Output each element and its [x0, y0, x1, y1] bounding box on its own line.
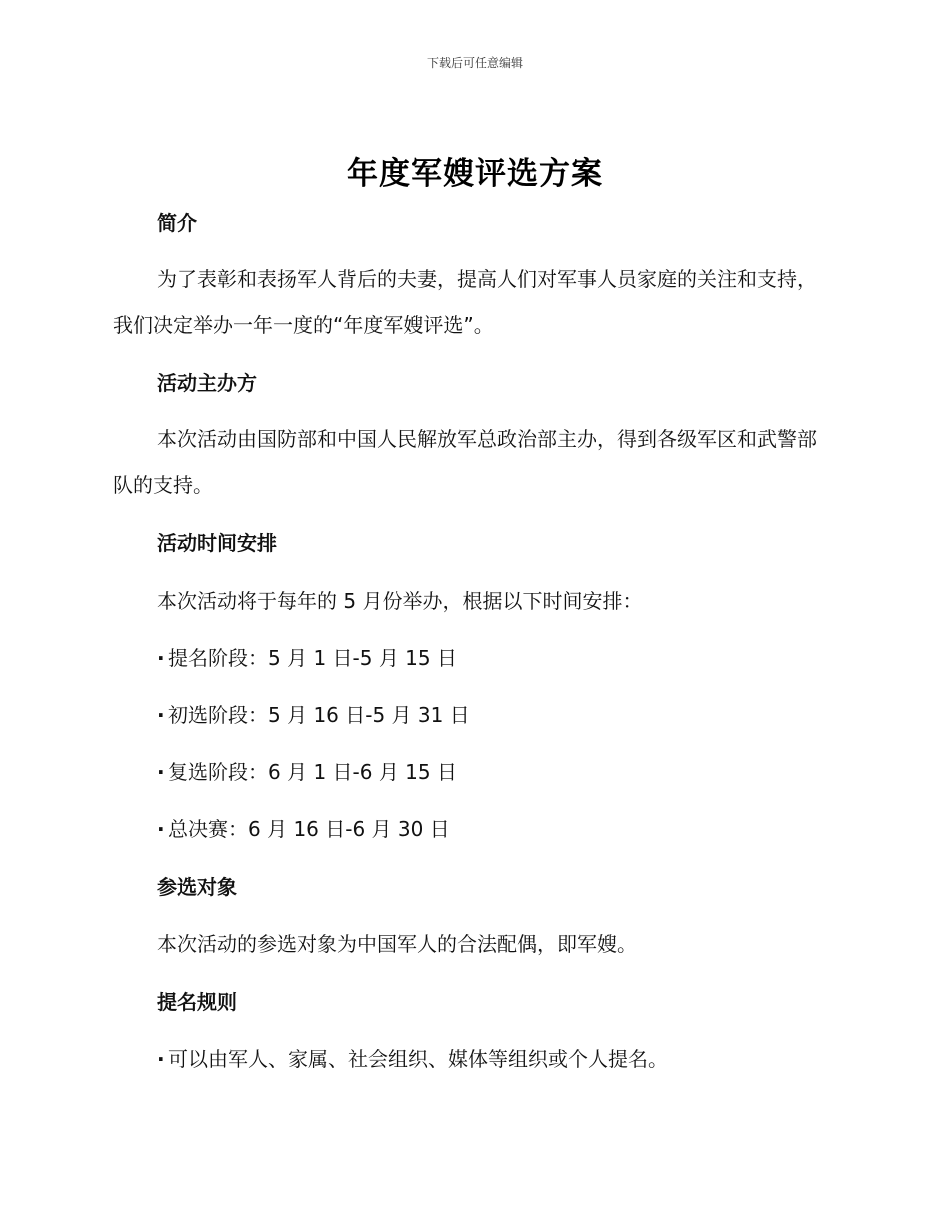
schedule-item: [157, 756, 457, 785]
section-heading-organizer: 活动主办方: [157, 371, 257, 395]
bullet-icon: ·: [157, 646, 165, 670]
schedule-item: [157, 813, 450, 842]
section-heading-schedule: 活动时间安排: [157, 531, 277, 555]
schedule-lead-text: 本次活动将于每年的 5 月份举办，根据以下时间安排：: [157, 589, 643, 613]
schedule-item-text: 提名阶段：5 月 1 日-5 月 15 日: [168, 646, 457, 670]
nomination-item: [157, 1043, 668, 1072]
section-heading-eligibility: 参选对象: [157, 875, 237, 899]
section-heading-nomination: 提名规则: [157, 990, 237, 1014]
section-text-organizer: 本次活动由国防部和中国人民解放军总政治部主办，得到各级军区和武警部队的支持。: [113, 427, 817, 497]
bullet-icon: ·: [157, 703, 165, 727]
schedule-item: [157, 642, 457, 671]
schedule-item-text: 初选阶段：5 月 16 日-5 月 31 日: [168, 703, 470, 727]
schedule-item-text: 总决赛：6 月 16 日-6 月 30 日: [168, 817, 450, 841]
bullet-icon: ·: [157, 760, 165, 784]
schedule-item-text: 复选阶段：6 月 1 日-6 月 15 日: [168, 760, 457, 784]
header-note: 下载后可任意编辑: [426, 56, 523, 70]
section-heading-intro: 简介: [157, 211, 197, 235]
bullet-icon: ·: [157, 817, 165, 841]
section-text-intro: 为了表彰和表扬军人背后的夫妻，提高人们对军事人员家庭的关注和支持，我们决定举办一年一度的“年度军嫂评选”。: [113, 267, 817, 337]
document-title: 年度军嫂评选方案: [347, 156, 603, 192]
section-text-eligibility: 本次活动的参选对象为中国军人的合法配偶，即军嫂。: [157, 932, 637, 956]
nomination-item-text: 可以由军人、家属、社会组织、媒体等组织或个人提名。: [168, 1047, 668, 1071]
schedule-item: [157, 699, 470, 728]
bullet-icon: ·: [157, 1047, 165, 1071]
